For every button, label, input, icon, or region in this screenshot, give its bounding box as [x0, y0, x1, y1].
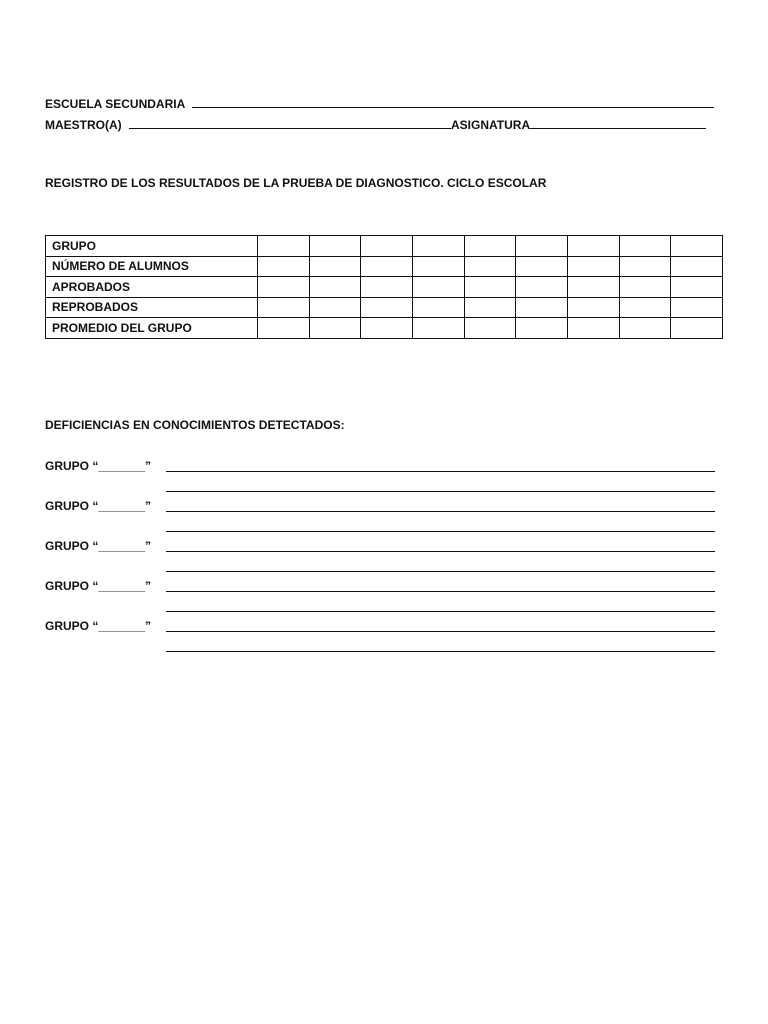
school-label: ESCUELA SECUNDARIA	[45, 97, 185, 111]
table-cell[interactable]	[361, 236, 413, 257]
table-cell[interactable]	[309, 318, 361, 339]
table-cell[interactable]	[516, 256, 568, 277]
table-cell[interactable]	[671, 236, 723, 257]
deficiency-line[interactable]	[166, 471, 715, 472]
table-row	[46, 256, 723, 277]
row-label: APROBADOS	[46, 277, 258, 298]
row-label: REPROBADOS	[46, 297, 258, 318]
table-cell[interactable]	[567, 277, 619, 298]
table-cell[interactable]	[567, 318, 619, 339]
deficiency-line[interactable]	[166, 571, 715, 572]
table-cell[interactable]	[464, 256, 516, 277]
deficiency-line[interactable]	[166, 511, 715, 512]
table-cell[interactable]	[413, 256, 465, 277]
school-name-field[interactable]	[192, 96, 714, 108]
deficiency-line[interactable]	[166, 631, 715, 632]
group-label: GRUPO “_______”	[45, 459, 152, 473]
teacher-subject-line	[45, 117, 706, 132]
group-label: GRUPO “_______”	[45, 579, 152, 593]
deficiency-line[interactable]	[166, 491, 715, 492]
deficiency-line[interactable]	[166, 551, 715, 552]
table-cell[interactable]	[413, 236, 465, 257]
group-label: GRUPO “_______”	[45, 539, 152, 553]
table-cell[interactable]	[361, 277, 413, 298]
table-cell[interactable]	[516, 277, 568, 298]
table-row	[46, 277, 723, 298]
table-cell[interactable]	[309, 297, 361, 318]
table-cell[interactable]	[258, 318, 310, 339]
table-cell[interactable]	[309, 277, 361, 298]
table-cell[interactable]	[671, 277, 723, 298]
table-cell[interactable]	[413, 318, 465, 339]
deficiency-line[interactable]	[166, 611, 715, 612]
subject-name-field[interactable]	[530, 117, 706, 129]
row-label: PROMEDIO DEL GRUPO	[46, 318, 258, 339]
results-table	[45, 235, 723, 339]
table-row	[46, 318, 723, 339]
group-label: GRUPO “_______”	[45, 499, 152, 513]
table-cell[interactable]	[516, 236, 568, 257]
deficiency-line[interactable]	[166, 591, 715, 592]
table-cell[interactable]	[671, 318, 723, 339]
table-cell[interactable]	[309, 256, 361, 277]
deficiency-line[interactable]	[166, 651, 715, 652]
table-cell[interactable]	[361, 256, 413, 277]
subject-label: ASIGNATURA	[451, 118, 531, 132]
table-row	[46, 236, 723, 257]
table-row	[46, 297, 723, 318]
group-label: GRUPO “_______”	[45, 619, 152, 633]
table-cell[interactable]	[671, 256, 723, 277]
table-cell[interactable]	[567, 256, 619, 277]
table-cell[interactable]	[464, 297, 516, 318]
register-title: REGISTRO DE LOS RESULTADOS DE LA PRUEBA DE DIAGNOSTICO. CICLO ESCOLAR	[45, 176, 547, 190]
table-cell[interactable]	[516, 318, 568, 339]
table-cell[interactable]	[361, 318, 413, 339]
table-cell[interactable]	[619, 256, 671, 277]
teacher-label: MAESTRO(A)	[45, 118, 122, 132]
table-cell[interactable]	[671, 297, 723, 318]
table-cell[interactable]	[619, 297, 671, 318]
deficiencies-title: DEFICIENCIAS EN CONOCIMIENTOS DETECTADOS:	[45, 418, 345, 432]
table-cell[interactable]	[619, 277, 671, 298]
school-line	[45, 96, 714, 111]
table-cell[interactable]	[567, 297, 619, 318]
row-label: GRUPO	[46, 236, 258, 257]
table-cell[interactable]	[516, 297, 568, 318]
table-cell[interactable]	[258, 297, 310, 318]
table-cell[interactable]	[413, 277, 465, 298]
table-cell[interactable]	[619, 236, 671, 257]
deficiency-line[interactable]	[166, 531, 715, 532]
table-cell[interactable]	[464, 277, 516, 298]
table-cell[interactable]	[361, 297, 413, 318]
row-label: NÚMERO DE ALUMNOS	[46, 256, 258, 277]
table-cell[interactable]	[567, 236, 619, 257]
table-cell[interactable]	[619, 318, 671, 339]
table-cell[interactable]	[464, 318, 516, 339]
table-cell[interactable]	[413, 297, 465, 318]
table-cell[interactable]	[258, 236, 310, 257]
table-cell[interactable]	[309, 236, 361, 257]
table-cell[interactable]	[258, 277, 310, 298]
teacher-name-field[interactable]	[129, 117, 451, 129]
table-cell[interactable]	[464, 236, 516, 257]
table-cell[interactable]	[258, 256, 310, 277]
